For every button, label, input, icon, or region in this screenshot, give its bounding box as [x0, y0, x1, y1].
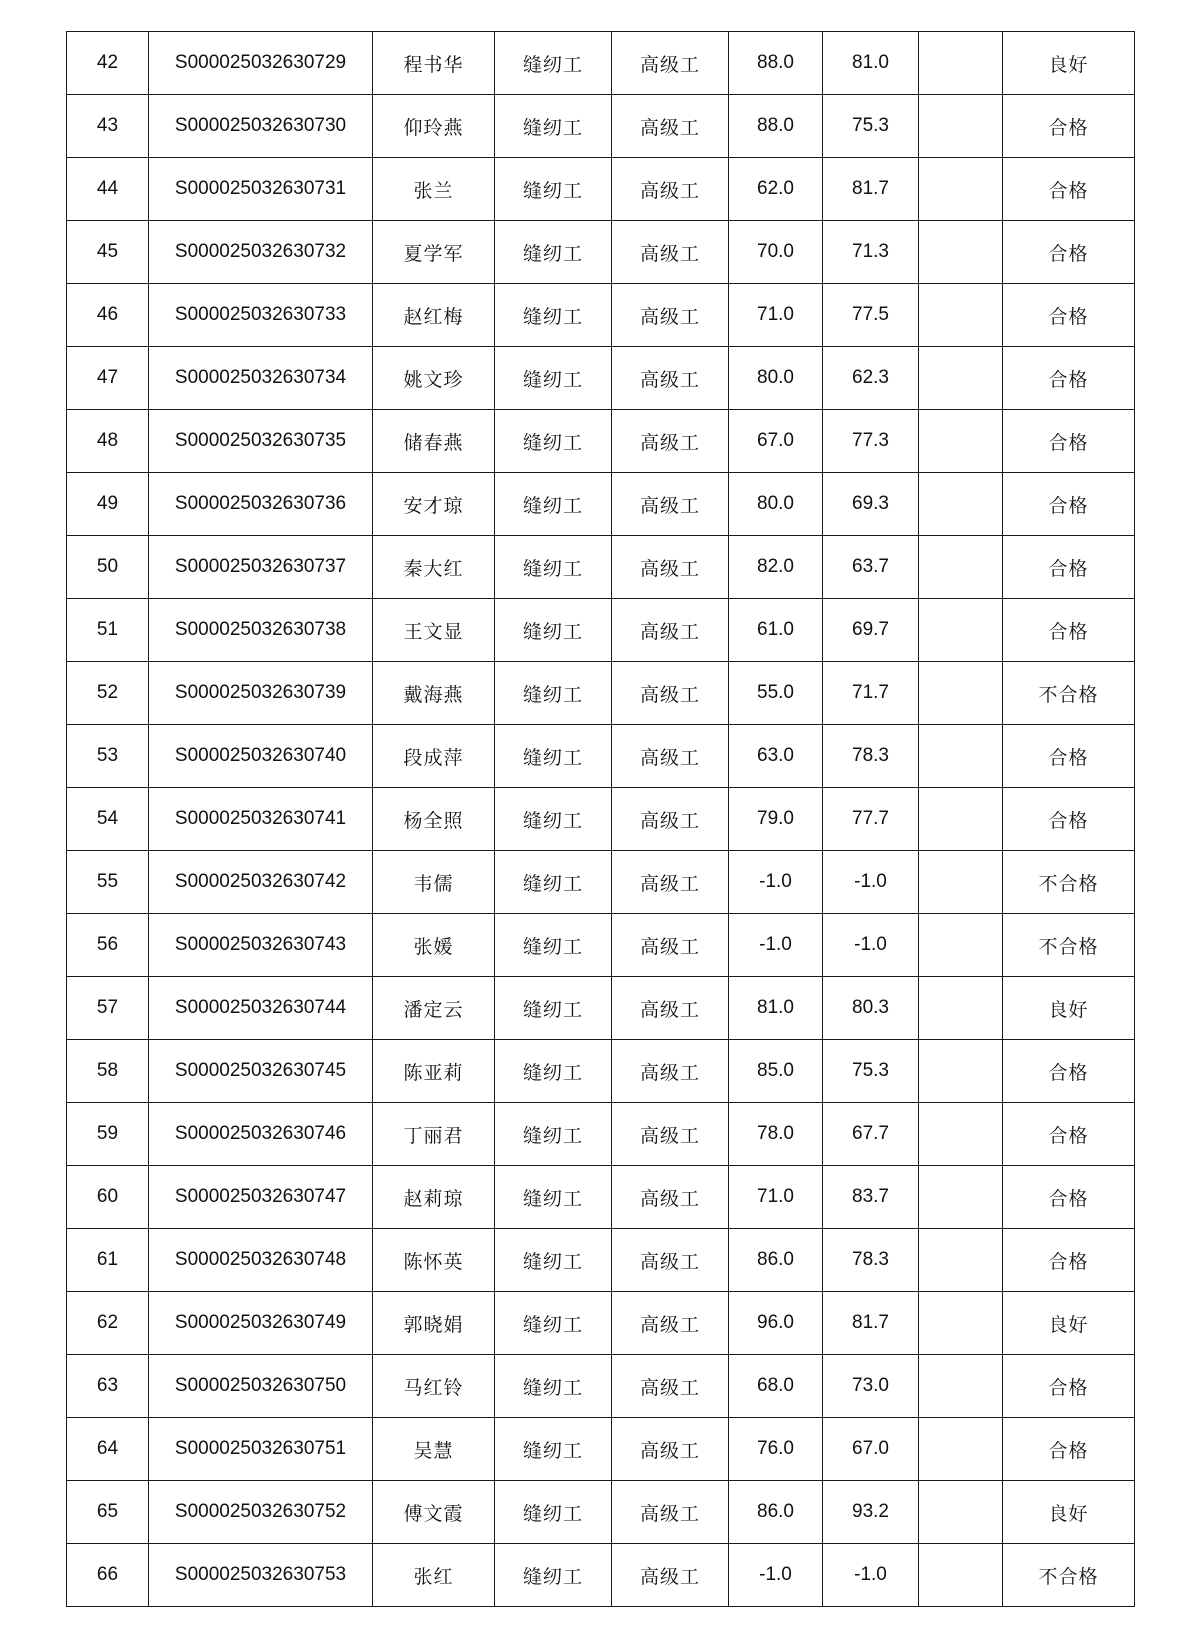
cell-occupation: 缝纫工 — [495, 1544, 612, 1607]
cell-score-theory: 80.0 — [729, 473, 823, 536]
cell-result: 合格 — [1003, 1229, 1135, 1292]
cell-score-theory: -1.0 — [729, 851, 823, 914]
cell-candidate-name: 段成萍 — [373, 725, 495, 788]
cell-candidate-name: 张媛 — [373, 914, 495, 977]
exam-results-table — [66, 31, 1135, 1607]
cell-seq-number: 65 — [67, 1481, 149, 1544]
cell-candidate-name: 姚文珍 — [373, 347, 495, 410]
cell-candidate-name: 丁丽君 — [373, 1103, 495, 1166]
table-row — [67, 1166, 1135, 1229]
table-row — [67, 284, 1135, 347]
cell-candidate-name: 张红 — [373, 1544, 495, 1607]
cell-occupation: 缝纫工 — [495, 599, 612, 662]
cell-seq-number: 59 — [67, 1103, 149, 1166]
cell-occupation: 缝纫工 — [495, 1418, 612, 1481]
cell-candidate-name: 仰玲燕 — [373, 95, 495, 158]
cell-occupation: 缝纫工 — [495, 1355, 612, 1418]
cell-blank — [919, 1229, 1003, 1292]
cell-level: 高级工 — [612, 32, 729, 95]
cell-level: 高级工 — [612, 410, 729, 473]
cell-occupation: 缝纫工 — [495, 347, 612, 410]
cell-candidate-id: S000025032630731 — [149, 158, 373, 221]
cell-result: 良好 — [1003, 32, 1135, 95]
cell-blank — [919, 410, 1003, 473]
table-row — [67, 1544, 1135, 1607]
table-row — [67, 788, 1135, 851]
cell-candidate-name: 韦儒 — [373, 851, 495, 914]
table-row — [67, 536, 1135, 599]
table-row — [67, 473, 1135, 536]
cell-result: 合格 — [1003, 599, 1135, 662]
cell-candidate-name: 陈怀英 — [373, 1229, 495, 1292]
cell-candidate-name: 王文显 — [373, 599, 495, 662]
cell-candidate-name: 安才琼 — [373, 473, 495, 536]
cell-level: 高级工 — [612, 788, 729, 851]
table-row — [67, 1418, 1135, 1481]
cell-level: 高级工 — [612, 1229, 729, 1292]
cell-candidate-id: S000025032630743 — [149, 914, 373, 977]
cell-level: 高级工 — [612, 1292, 729, 1355]
table-row — [67, 1229, 1135, 1292]
cell-candidate-name: 郭晓娟 — [373, 1292, 495, 1355]
cell-result: 合格 — [1003, 1166, 1135, 1229]
cell-score-theory: 88.0 — [729, 95, 823, 158]
cell-score-theory: 88.0 — [729, 32, 823, 95]
cell-seq-number: 63 — [67, 1355, 149, 1418]
cell-level: 高级工 — [612, 1040, 729, 1103]
cell-blank — [919, 1544, 1003, 1607]
cell-seq-number: 46 — [67, 284, 149, 347]
cell-result: 良好 — [1003, 977, 1135, 1040]
cell-level: 高级工 — [612, 725, 729, 788]
cell-candidate-name: 吴慧 — [373, 1418, 495, 1481]
cell-candidate-name: 赵莉琼 — [373, 1166, 495, 1229]
cell-score-practical: -1.0 — [823, 1544, 919, 1607]
table-row — [67, 662, 1135, 725]
cell-score-theory: 76.0 — [729, 1418, 823, 1481]
cell-candidate-id: S000025032630748 — [149, 1229, 373, 1292]
cell-level: 高级工 — [612, 284, 729, 347]
cell-level: 高级工 — [612, 221, 729, 284]
cell-score-practical: 81.0 — [823, 32, 919, 95]
table-row — [67, 1292, 1135, 1355]
cell-score-practical: 77.3 — [823, 410, 919, 473]
cell-score-practical: 93.2 — [823, 1481, 919, 1544]
cell-score-practical: 69.3 — [823, 473, 919, 536]
table-row — [67, 914, 1135, 977]
cell-candidate-name: 潘定云 — [373, 977, 495, 1040]
cell-score-practical: 77.5 — [823, 284, 919, 347]
cell-score-theory: 67.0 — [729, 410, 823, 473]
cell-score-theory: 79.0 — [729, 788, 823, 851]
cell-result: 合格 — [1003, 410, 1135, 473]
cell-blank — [919, 347, 1003, 410]
table-row — [67, 221, 1135, 284]
cell-score-practical: -1.0 — [823, 851, 919, 914]
cell-score-practical: 63.7 — [823, 536, 919, 599]
cell-seq-number: 55 — [67, 851, 149, 914]
cell-seq-number: 50 — [67, 536, 149, 599]
cell-score-practical: 77.7 — [823, 788, 919, 851]
table-row — [67, 851, 1135, 914]
cell-occupation: 缝纫工 — [495, 221, 612, 284]
cell-score-practical: 62.3 — [823, 347, 919, 410]
cell-occupation: 缝纫工 — [495, 1292, 612, 1355]
cell-score-practical: 83.7 — [823, 1166, 919, 1229]
table-row — [67, 410, 1135, 473]
cell-level: 高级工 — [612, 977, 729, 1040]
cell-score-theory: 80.0 — [729, 347, 823, 410]
cell-blank — [919, 284, 1003, 347]
table-row — [67, 158, 1135, 221]
cell-seq-number: 62 — [67, 1292, 149, 1355]
table-row — [67, 95, 1135, 158]
cell-result: 合格 — [1003, 158, 1135, 221]
cell-occupation: 缝纫工 — [495, 1481, 612, 1544]
cell-blank — [919, 977, 1003, 1040]
cell-occupation: 缝纫工 — [495, 536, 612, 599]
cell-occupation: 缝纫工 — [495, 1103, 612, 1166]
cell-candidate-name: 程书华 — [373, 32, 495, 95]
table-row — [67, 1355, 1135, 1418]
cell-seq-number: 58 — [67, 1040, 149, 1103]
cell-candidate-id: S000025032630733 — [149, 284, 373, 347]
cell-candidate-name: 陈亚莉 — [373, 1040, 495, 1103]
cell-candidate-id: S000025032630753 — [149, 1544, 373, 1607]
cell-result: 合格 — [1003, 1418, 1135, 1481]
cell-blank — [919, 158, 1003, 221]
cell-level: 高级工 — [612, 95, 729, 158]
cell-level: 高级工 — [612, 599, 729, 662]
cell-score-theory: 86.0 — [729, 1481, 823, 1544]
cell-level: 高级工 — [612, 347, 729, 410]
cell-score-practical: 71.7 — [823, 662, 919, 725]
table-row — [67, 32, 1135, 95]
cell-score-theory: 82.0 — [729, 536, 823, 599]
cell-candidate-id: S000025032630740 — [149, 725, 373, 788]
table-row — [67, 347, 1135, 410]
cell-level: 高级工 — [612, 1355, 729, 1418]
cell-result: 合格 — [1003, 95, 1135, 158]
cell-occupation: 缝纫工 — [495, 914, 612, 977]
cell-occupation: 缝纫工 — [495, 1229, 612, 1292]
cell-score-theory: 78.0 — [729, 1103, 823, 1166]
cell-blank — [919, 1481, 1003, 1544]
cell-candidate-name: 戴海燕 — [373, 662, 495, 725]
cell-score-theory: 71.0 — [729, 284, 823, 347]
cell-candidate-id: S000025032630751 — [149, 1418, 373, 1481]
cell-result: 不合格 — [1003, 1544, 1135, 1607]
cell-score-theory: 71.0 — [729, 1166, 823, 1229]
cell-level: 高级工 — [612, 1481, 729, 1544]
cell-candidate-name: 秦大红 — [373, 536, 495, 599]
table-row — [67, 725, 1135, 788]
cell-blank — [919, 95, 1003, 158]
cell-seq-number: 49 — [67, 473, 149, 536]
cell-score-theory: 86.0 — [729, 1229, 823, 1292]
cell-blank — [919, 788, 1003, 851]
cell-result: 合格 — [1003, 221, 1135, 284]
cell-blank — [919, 1103, 1003, 1166]
cell-occupation: 缝纫工 — [495, 851, 612, 914]
cell-candidate-id: S000025032630741 — [149, 788, 373, 851]
cell-candidate-id: S000025032630750 — [149, 1355, 373, 1418]
cell-level: 高级工 — [612, 1544, 729, 1607]
cell-candidate-id: S000025032630732 — [149, 221, 373, 284]
cell-candidate-id: S000025032630744 — [149, 977, 373, 1040]
cell-score-practical: 81.7 — [823, 1292, 919, 1355]
cell-candidate-id: S000025032630737 — [149, 536, 373, 599]
cell-candidate-id: S000025032630736 — [149, 473, 373, 536]
cell-candidate-id: S000025032630730 — [149, 95, 373, 158]
cell-candidate-name: 张兰 — [373, 158, 495, 221]
cell-seq-number: 64 — [67, 1418, 149, 1481]
cell-score-practical: 67.7 — [823, 1103, 919, 1166]
cell-blank — [919, 1292, 1003, 1355]
cell-seq-number: 45 — [67, 221, 149, 284]
cell-score-theory: -1.0 — [729, 914, 823, 977]
cell-candidate-id: S000025032630746 — [149, 1103, 373, 1166]
table-row — [67, 1040, 1135, 1103]
cell-result: 合格 — [1003, 1355, 1135, 1418]
cell-candidate-id: S000025032630738 — [149, 599, 373, 662]
cell-blank — [919, 1166, 1003, 1229]
cell-seq-number: 43 — [67, 95, 149, 158]
cell-result: 良好 — [1003, 1481, 1135, 1544]
cell-occupation: 缝纫工 — [495, 473, 612, 536]
cell-score-theory: 81.0 — [729, 977, 823, 1040]
cell-score-practical: 80.3 — [823, 977, 919, 1040]
cell-score-practical: -1.0 — [823, 914, 919, 977]
cell-candidate-id: S000025032630729 — [149, 32, 373, 95]
cell-blank — [919, 725, 1003, 788]
cell-seq-number: 66 — [67, 1544, 149, 1607]
cell-result: 合格 — [1003, 1040, 1135, 1103]
cell-blank — [919, 1040, 1003, 1103]
results-table-body — [67, 32, 1135, 1607]
cell-candidate-id: S000025032630735 — [149, 410, 373, 473]
cell-score-practical: 78.3 — [823, 725, 919, 788]
cell-candidate-name: 储春燕 — [373, 410, 495, 473]
cell-level: 高级工 — [612, 1103, 729, 1166]
table-row — [67, 599, 1135, 662]
cell-result: 合格 — [1003, 788, 1135, 851]
cell-occupation: 缝纫工 — [495, 725, 612, 788]
cell-candidate-id: S000025032630742 — [149, 851, 373, 914]
cell-score-theory: 61.0 — [729, 599, 823, 662]
cell-level: 高级工 — [612, 1166, 729, 1229]
table-row — [67, 1481, 1135, 1544]
cell-seq-number: 53 — [67, 725, 149, 788]
cell-candidate-name: 夏学军 — [373, 221, 495, 284]
cell-blank — [919, 1418, 1003, 1481]
cell-level: 高级工 — [612, 914, 729, 977]
cell-level: 高级工 — [612, 851, 729, 914]
cell-blank — [919, 32, 1003, 95]
cell-occupation: 缝纫工 — [495, 977, 612, 1040]
cell-seq-number: 47 — [67, 347, 149, 410]
cell-blank — [919, 851, 1003, 914]
cell-result: 合格 — [1003, 1103, 1135, 1166]
cell-result: 不合格 — [1003, 851, 1135, 914]
cell-candidate-name: 马红铃 — [373, 1355, 495, 1418]
cell-occupation: 缝纫工 — [495, 410, 612, 473]
cell-occupation: 缝纫工 — [495, 284, 612, 347]
cell-candidate-id: S000025032630745 — [149, 1040, 373, 1103]
cell-score-practical: 75.3 — [823, 95, 919, 158]
cell-candidate-id: S000025032630747 — [149, 1166, 373, 1229]
cell-result: 合格 — [1003, 284, 1135, 347]
cell-score-practical: 73.0 — [823, 1355, 919, 1418]
cell-score-practical: 78.3 — [823, 1229, 919, 1292]
cell-level: 高级工 — [612, 662, 729, 725]
cell-occupation: 缝纫工 — [495, 1166, 612, 1229]
cell-seq-number: 57 — [67, 977, 149, 1040]
cell-candidate-id: S000025032630734 — [149, 347, 373, 410]
cell-blank — [919, 536, 1003, 599]
cell-occupation: 缝纫工 — [495, 1040, 612, 1103]
cell-result: 不合格 — [1003, 914, 1135, 977]
cell-seq-number: 56 — [67, 914, 149, 977]
cell-candidate-id: S000025032630752 — [149, 1481, 373, 1544]
cell-result: 良好 — [1003, 1292, 1135, 1355]
cell-occupation: 缝纫工 — [495, 662, 612, 725]
table-row — [67, 1103, 1135, 1166]
cell-score-theory: 63.0 — [729, 725, 823, 788]
cell-seq-number: 51 — [67, 599, 149, 662]
results-table-container — [66, 31, 1135, 1607]
cell-seq-number: 54 — [67, 788, 149, 851]
cell-result: 合格 — [1003, 536, 1135, 599]
cell-result: 合格 — [1003, 347, 1135, 410]
cell-blank — [919, 914, 1003, 977]
cell-score-practical: 71.3 — [823, 221, 919, 284]
table-row — [67, 977, 1135, 1040]
cell-score-theory: 62.0 — [729, 158, 823, 221]
cell-seq-number: 48 — [67, 410, 149, 473]
cell-result: 不合格 — [1003, 662, 1135, 725]
cell-score-theory: 68.0 — [729, 1355, 823, 1418]
cell-score-theory: 96.0 — [729, 1292, 823, 1355]
cell-score-theory: 70.0 — [729, 221, 823, 284]
cell-score-practical: 69.7 — [823, 599, 919, 662]
cell-level: 高级工 — [612, 536, 729, 599]
cell-seq-number: 61 — [67, 1229, 149, 1292]
cell-candidate-name: 杨全照 — [373, 788, 495, 851]
cell-occupation: 缝纫工 — [495, 32, 612, 95]
cell-score-practical: 81.7 — [823, 158, 919, 221]
cell-result: 合格 — [1003, 725, 1135, 788]
cell-candidate-name: 傅文霞 — [373, 1481, 495, 1544]
cell-occupation: 缝纫工 — [495, 158, 612, 221]
cell-score-theory: 55.0 — [729, 662, 823, 725]
cell-candidate-id: S000025032630749 — [149, 1292, 373, 1355]
cell-score-practical: 67.0 — [823, 1418, 919, 1481]
cell-score-practical: 75.3 — [823, 1040, 919, 1103]
cell-level: 高级工 — [612, 1418, 729, 1481]
cell-seq-number: 42 — [67, 32, 149, 95]
cell-blank — [919, 662, 1003, 725]
cell-occupation: 缝纫工 — [495, 95, 612, 158]
cell-score-theory: -1.0 — [729, 1544, 823, 1607]
cell-level: 高级工 — [612, 473, 729, 536]
cell-blank — [919, 599, 1003, 662]
cell-seq-number: 44 — [67, 158, 149, 221]
cell-candidate-id: S000025032630739 — [149, 662, 373, 725]
cell-blank — [919, 473, 1003, 536]
cell-score-theory: 85.0 — [729, 1040, 823, 1103]
cell-seq-number: 60 — [67, 1166, 149, 1229]
cell-blank — [919, 221, 1003, 284]
cell-blank — [919, 1355, 1003, 1418]
cell-level: 高级工 — [612, 158, 729, 221]
cell-seq-number: 52 — [67, 662, 149, 725]
cell-result: 合格 — [1003, 473, 1135, 536]
cell-candidate-name: 赵红梅 — [373, 284, 495, 347]
cell-occupation: 缝纫工 — [495, 788, 612, 851]
